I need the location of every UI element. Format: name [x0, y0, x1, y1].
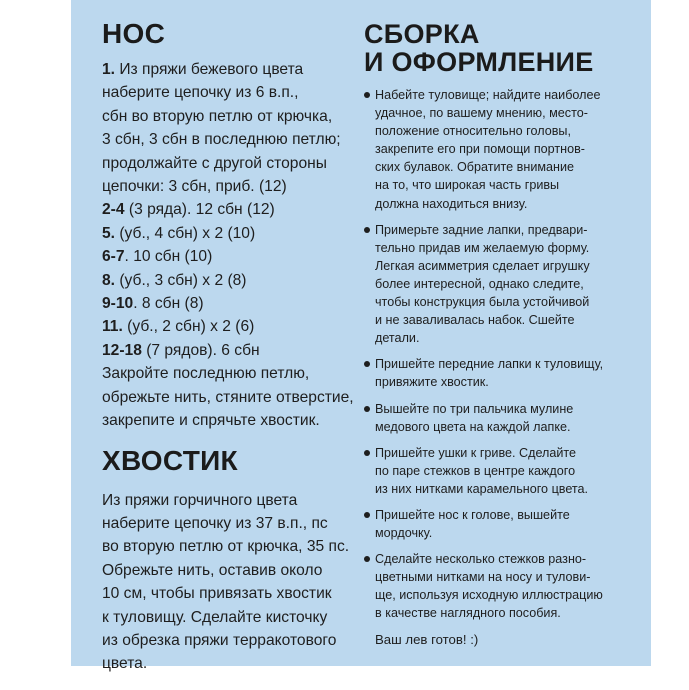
- step-line: по паре стежков в центре каждого: [375, 463, 576, 478]
- step-line: тельно придав им желаемую форму.: [375, 240, 590, 255]
- row-text: Из пряжи бежевого цвета: [115, 61, 304, 78]
- step-line: Пришейте ушки к гриве. Сделайте: [375, 445, 577, 460]
- step-line: ских булавок. Обратите внимание: [375, 160, 575, 175]
- tail-title: ХВОСТИК: [102, 444, 238, 476]
- row-text: . 8 сбн (8): [133, 295, 204, 313]
- row-text: обрежьте нить, стяните отверстие,: [102, 388, 354, 406]
- assembly-step: [364, 506, 639, 542]
- nose-row: [102, 198, 352, 221]
- assembly-step: [364, 355, 639, 391]
- row-text: (уб., 3 сбн) x 2 (8): [115, 271, 247, 289]
- step-line: на то, что широкая часть гривы: [375, 178, 560, 193]
- step-line: медового цвета на каждой лапке.: [375, 419, 571, 434]
- nose-row: [102, 315, 352, 338]
- row-number: 8.: [102, 271, 116, 289]
- step-line: Вышейте по три пальчика мулине: [375, 401, 574, 416]
- assembly-title: [364, 20, 639, 76]
- tail-line: цвета.: [102, 655, 148, 673]
- row-text: закрепите и спрячьте хвостик.: [102, 412, 320, 430]
- step-line: закрепите его при помощи портнов-: [375, 142, 586, 157]
- step-line: и не заваливалась набок. Сшейте: [375, 313, 575, 328]
- nose-row: [102, 292, 352, 315]
- assembly-steps: [364, 86, 639, 623]
- row-text: 3 сбн, 3 сбн в последнюю петлю;: [102, 131, 341, 149]
- tail-line: Из пряжи горчичного цвета: [102, 491, 298, 509]
- nose-row: [102, 152, 352, 175]
- tail-line: из обрезка пряжи терракотового: [102, 631, 337, 649]
- step-line: Набейте туловище; найдите наиболее: [375, 88, 601, 102]
- right-column: [364, 20, 639, 649]
- nose-title: НОС: [102, 18, 166, 49]
- row-number: 1.: [102, 61, 116, 78]
- step-line: должна находиться внизу.: [375, 196, 528, 211]
- row-text: . 10 сбн (10): [124, 248, 213, 266]
- tail-line: 10 см, чтобы привязать хвостик: [102, 585, 332, 603]
- step-line: чтобы конструкция была устойчивой: [375, 295, 590, 310]
- row-text: продолжайте с другой стороны: [102, 154, 327, 172]
- assembly-step: [364, 221, 639, 348]
- step-line: более интересной, однако следите,: [375, 276, 584, 291]
- nose-instructions: [102, 58, 352, 433]
- step-line: ще, используя исходную иллюстрацию: [375, 588, 603, 603]
- nose-row: [102, 128, 352, 151]
- nose-row: [102, 222, 352, 245]
- tail-line: к туловищу. Сделайте кисточку: [102, 608, 328, 626]
- assembly-title-line1: СБОРКА: [364, 19, 480, 49]
- step-line: из них нитками карамельного цвета.: [375, 481, 589, 496]
- row-text: (уб., 4 сбн) x 2 (10): [115, 224, 256, 242]
- bullet-icon: [364, 450, 370, 456]
- row-text: цепочки: 3 сбн, приб. (12): [102, 178, 287, 196]
- nose-row: [102, 175, 352, 198]
- row-text: (уб., 2 сбн) x 2 (6): [122, 318, 255, 336]
- bullet-icon: [364, 92, 370, 98]
- step-line: Примерьте задние лапки, предвари-: [375, 222, 588, 237]
- row-text: наберите цепочку из 6 в.п.,: [102, 84, 299, 102]
- nose-row: [102, 105, 352, 128]
- tail-line: во вторую петлю от крючка, 35 пс.: [102, 538, 350, 556]
- assembly-step: [364, 444, 639, 498]
- step-line: Пришейте передние лапки к туловищу,: [375, 357, 604, 372]
- bullet-icon: [364, 406, 370, 412]
- step-line: привяжите хвостик.: [375, 375, 489, 390]
- bullet-icon: [364, 227, 370, 233]
- final-note: Ваш лев готов! :): [375, 631, 479, 647]
- row-text: сбн во вторую петлю от крючка,: [102, 107, 333, 125]
- nose-row: [102, 339, 352, 362]
- row-number: 12-18: [102, 341, 142, 359]
- row-number: 6-7: [102, 248, 125, 266]
- step-line: детали.: [375, 331, 420, 346]
- step-line: Легкая асимметрия сделает игрушку: [375, 258, 590, 273]
- row-text: Закройте последнюю петлю,: [102, 365, 310, 383]
- left-column: [102, 20, 352, 676]
- row-text: (3 ряда). 12 сбн (12): [124, 201, 275, 219]
- row-number: 5.: [102, 224, 116, 242]
- nose-row: [102, 245, 352, 268]
- nose-row: [102, 362, 352, 385]
- assembly-title-line2: И ОФОРМЛЕНИЕ: [364, 47, 594, 77]
- bullet-icon: [364, 512, 370, 518]
- row-number: 9-10: [102, 295, 134, 313]
- tail-line: Обрежьте нить, оставив около: [102, 561, 323, 579]
- step-line: Сделайте несколько стежков разно-: [375, 552, 587, 567]
- step-line: цветными нитками на носу и тулови-: [375, 570, 591, 585]
- bullet-icon: [364, 556, 370, 562]
- step-line: мордочку.: [375, 526, 433, 541]
- step-line: Пришейте нос к голове, вышейте: [375, 507, 570, 522]
- nose-row: [102, 386, 352, 409]
- step-line: положение относительно головы,: [375, 124, 571, 139]
- nose-row: [102, 81, 352, 104]
- nose-row: [102, 58, 352, 81]
- assembly-step: [364, 550, 639, 622]
- bullet-icon: [364, 361, 370, 367]
- tail-instructions: [102, 489, 352, 676]
- step-line: в качестве наглядного пособия.: [375, 606, 561, 621]
- step-line: удачное, по вашему мнению, место-: [375, 106, 588, 121]
- nose-row: [102, 269, 352, 292]
- assembly-step: [364, 400, 639, 436]
- assembly-step: [364, 86, 639, 213]
- nose-row: [102, 409, 352, 432]
- row-text: (7 рядов). 6 сбн: [141, 341, 260, 359]
- row-number: 2-4: [102, 201, 125, 219]
- row-number: 11.: [102, 318, 123, 336]
- tail-line: наберите цепочку из 37 в.п., пс: [102, 514, 328, 532]
